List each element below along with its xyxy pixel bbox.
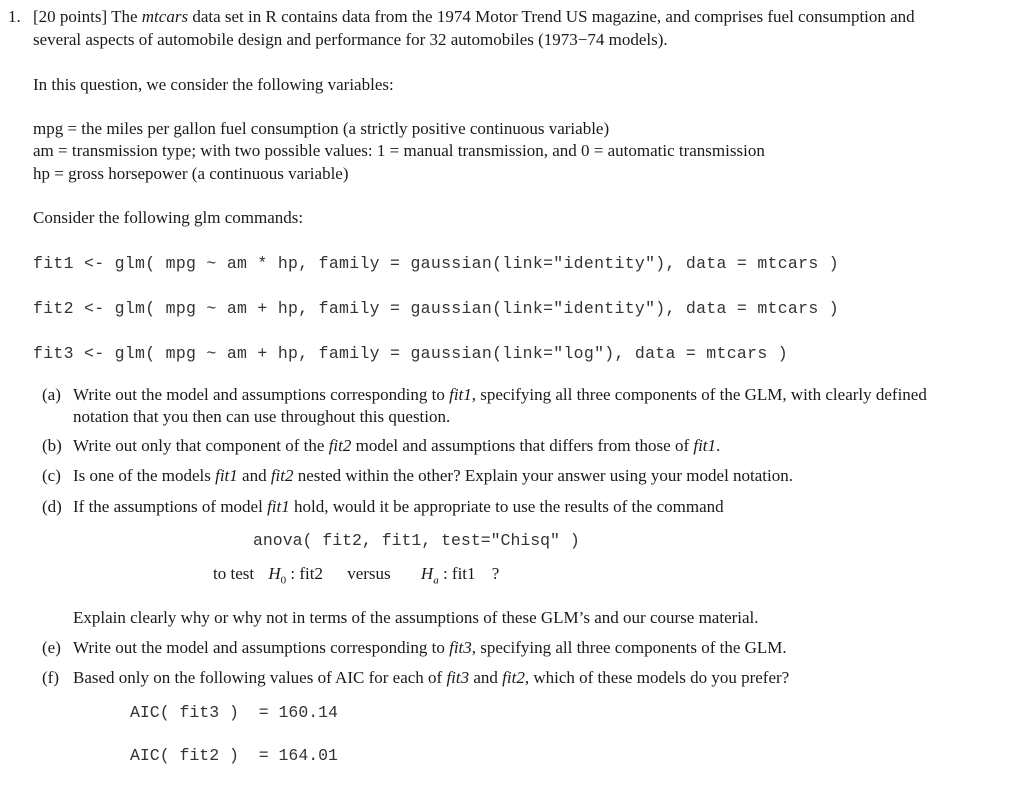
- aic-fit3: AIC( fit3 ) = 160.14: [130, 703, 338, 722]
- versus-word: versus: [347, 564, 391, 583]
- command-fit2: fit2 <- glm( mpg ~ am + hp, family = gaussian(link="identity"), data = mtcars ): [33, 299, 839, 318]
- part-a-fit: fit1: [449, 385, 472, 404]
- alt-hypothesis: $H_a$ : fit1: [420, 564, 476, 587]
- variable-hp: hp = gross horsepower (a continuous variable): [33, 164, 349, 183]
- question-mark: ?: [491, 564, 500, 583]
- test-prefix: to test: [213, 564, 255, 583]
- anova-command: anova( fit2, fit1, test="Chisq" ): [253, 531, 580, 550]
- glm-lead: Consider the following glm commands:: [33, 208, 304, 227]
- part-a-line-2: notation that you then can use throughout this question.: [73, 407, 451, 426]
- part-a-label: (a): [42, 385, 61, 404]
- variables-lead: In this question, we consider the following variables:: [33, 75, 394, 94]
- points-label: [20 points]: [33, 7, 108, 26]
- part-f-text: Based only on the following values of AIC for each of fit3 and fit2, which of these models do you prefer?: [73, 668, 790, 687]
- part-e-label: (e): [42, 638, 61, 657]
- part-d-text: If the assumptions of model fit1 hold, would it be appropriate to use the results of the command: [73, 497, 724, 516]
- part-d-explain: Explain clearly why or why not in terms of the assumptions of these GLM’s and our course material.: [73, 608, 759, 627]
- command-fit1: fit1 <- glm( mpg ~ am * hp, family = gaussian(link="identity"), data = mtcars ): [33, 254, 839, 273]
- hypothesis-line: [213, 564, 499, 586]
- part-b-label: (b): [42, 436, 62, 455]
- question-number: 1.: [8, 7, 21, 26]
- variable-mpg: mpg = the miles per gallon fuel consumption (a strictly positive continuous variable): [33, 119, 610, 138]
- part-f-label: (f): [42, 668, 59, 687]
- dataset-name: mtcars: [141, 7, 189, 26]
- part-d-label: (d): [42, 497, 62, 516]
- part-a-line-1: Write out the model and assumptions corresponding to fit1, specifying all three components of the GLM, with clearly defined: [73, 385, 927, 404]
- variable-am: am = transmission type; with two possible values: 1 = manual transmission, and 0 = automatic transmission: [33, 141, 765, 160]
- aic-fit2: AIC( fit2 ) = 164.01: [130, 746, 338, 765]
- null-hypothesis: $H_0$ : fit2: [268, 564, 323, 587]
- question-intro-line-2: several aspects of automobile design and performance for 32 automobiles (1973−74 models).: [33, 30, 668, 49]
- command-fit3: fit3 <- glm( mpg ~ am + hp, family = gaussian(link="log"), data = mtcars ): [33, 344, 788, 363]
- part-c-text: Is one of the models fit1 and fit2 nested within the other? Explain your answer using your model notation.: [73, 466, 794, 485]
- question-intro-line-1: [20 points] The mtcars data set in R contains data from the 1974 Motor Trend US magazine, and comprises fuel consumption and: [33, 7, 915, 26]
- part-b-text: Write out only that component of the fit2 model and assumptions that differs from those of fit1.: [73, 436, 721, 455]
- part-c-label: (c): [42, 466, 61, 485]
- part-e-text: Write out the model and assumptions corresponding to fit3, specifying all three components of the GLM.: [73, 638, 787, 657]
